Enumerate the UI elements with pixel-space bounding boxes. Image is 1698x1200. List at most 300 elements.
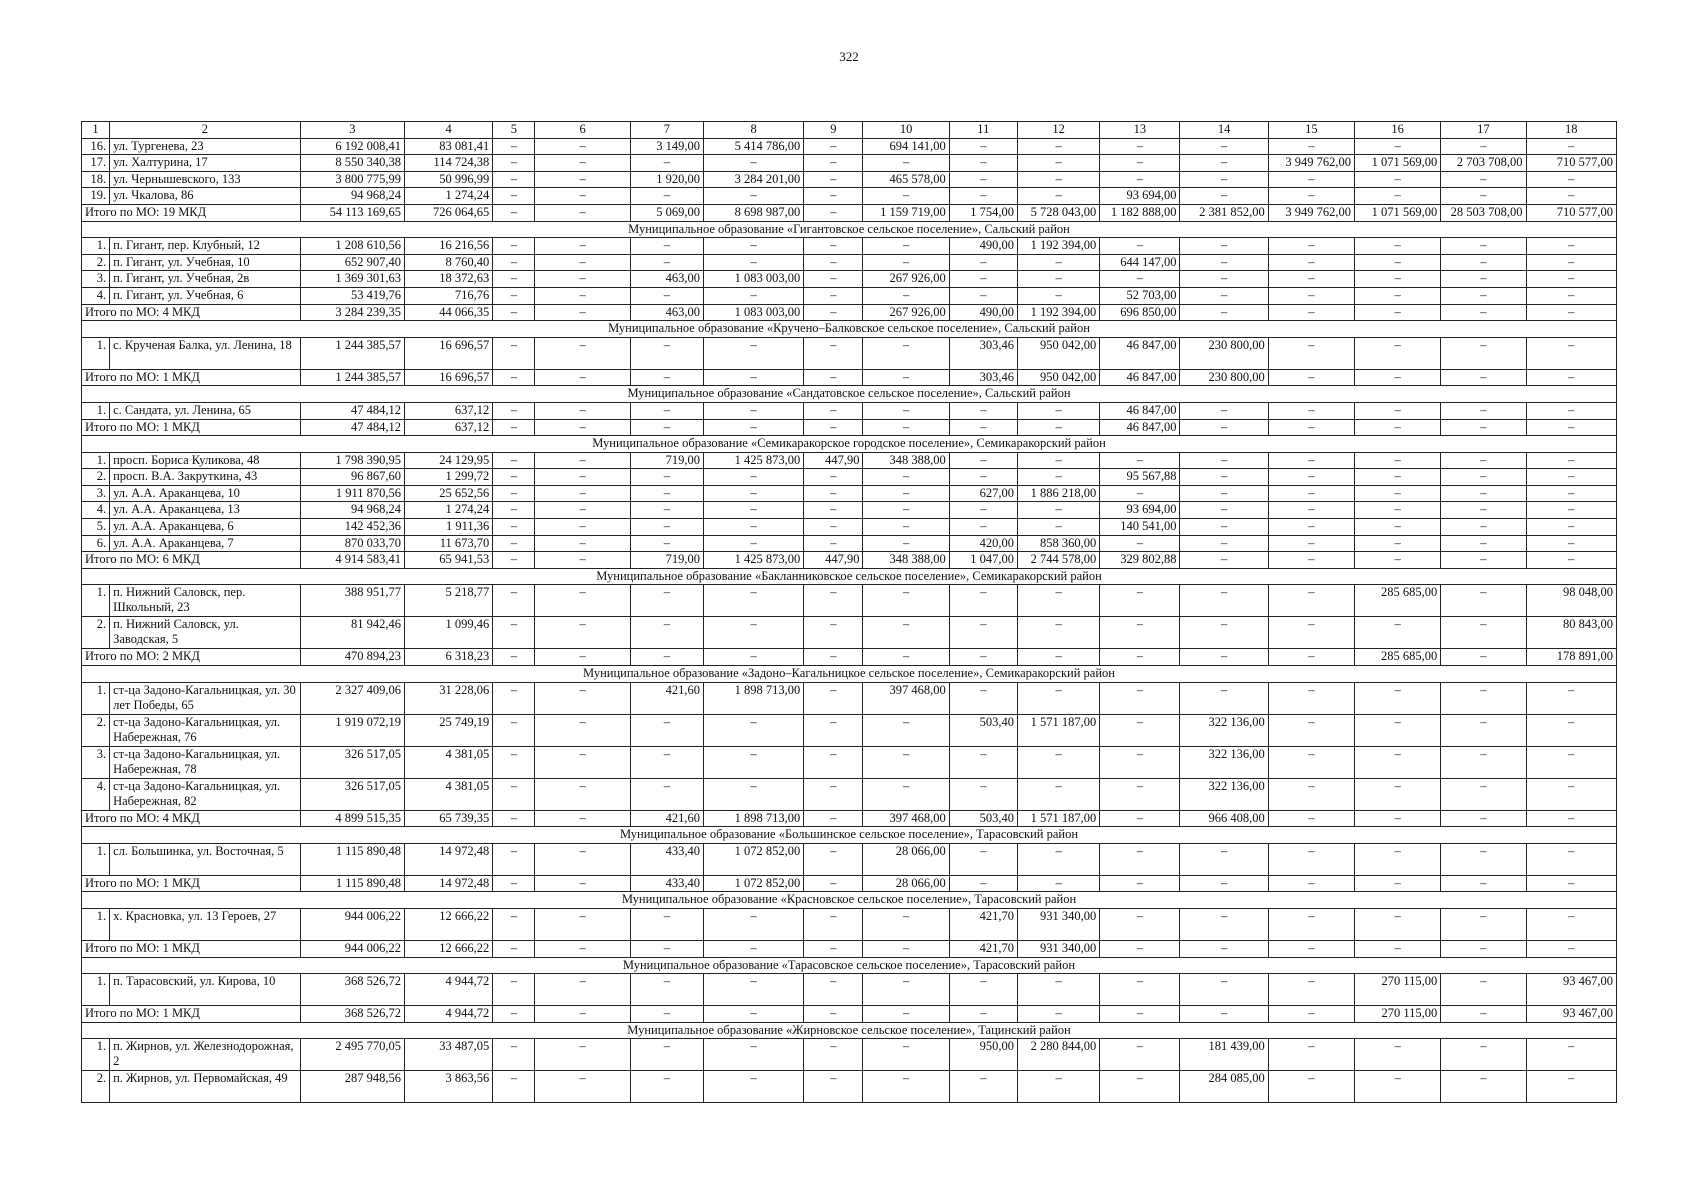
value-cell: – xyxy=(1268,254,1354,271)
value-cell: – xyxy=(1268,171,1354,188)
value-cell: 1 886 218,00 xyxy=(1017,485,1099,502)
total-value-cell: 470 894,23 xyxy=(300,649,404,666)
value-cell: – xyxy=(1355,171,1441,188)
value-cell: – xyxy=(1180,254,1268,271)
section-header-row xyxy=(82,957,1617,974)
total-value-cell: – xyxy=(703,649,803,666)
table-row xyxy=(82,585,1617,617)
value-cell: 420,00 xyxy=(949,535,1017,552)
table-row xyxy=(82,238,1617,255)
total-value-cell: – xyxy=(1180,419,1268,436)
value-cell: – xyxy=(493,843,535,875)
value-cell: 1 274,24 xyxy=(405,502,493,519)
value-cell: 950 042,00 xyxy=(1017,337,1099,369)
value-cell: – xyxy=(703,617,803,649)
row-number: 1. xyxy=(82,402,110,419)
value-cell: – xyxy=(1268,337,1354,369)
column-number-header: 15 xyxy=(1268,122,1354,139)
total-value-cell: – xyxy=(1526,941,1616,958)
value-cell: – xyxy=(1017,155,1099,172)
total-value-cell: – xyxy=(1268,941,1354,958)
table-row xyxy=(82,1071,1617,1103)
total-value-cell: – xyxy=(493,552,535,569)
value-cell: – xyxy=(630,188,703,205)
total-value-cell: 931 340,00 xyxy=(1017,941,1099,958)
total-label: Итого по МО: 1 МКД xyxy=(82,941,301,958)
value-cell: – xyxy=(949,402,1017,419)
total-value-cell: – xyxy=(630,649,703,666)
total-value-cell: – xyxy=(493,1006,535,1023)
address-cell: ул. Чернышевского, 133 xyxy=(110,171,301,188)
row-number: 3. xyxy=(82,746,110,778)
value-cell: – xyxy=(535,337,630,369)
value-cell: – xyxy=(1526,1039,1616,1071)
total-value-cell: 1 083 003,00 xyxy=(703,304,803,321)
value-cell: – xyxy=(1355,485,1441,502)
column-number-header: 12 xyxy=(1017,122,1099,139)
address-cell: п. Гигант, ул. Учебная, 6 xyxy=(110,287,301,304)
value-cell: – xyxy=(535,778,630,810)
value-cell: – xyxy=(1526,402,1616,419)
value-cell: – xyxy=(1355,238,1441,255)
value-cell: 12 666,22 xyxy=(405,909,493,941)
total-value-cell: 8 698 987,00 xyxy=(703,204,803,221)
total-row xyxy=(82,304,1617,321)
value-cell: 81 942,46 xyxy=(300,617,404,649)
value-cell: 1 798 390,95 xyxy=(300,452,404,469)
value-cell: – xyxy=(1441,271,1526,288)
value-cell: – xyxy=(1017,585,1099,617)
value-cell: – xyxy=(949,682,1017,714)
value-cell: 285 685,00 xyxy=(1355,585,1441,617)
table-row xyxy=(82,617,1617,649)
header-row xyxy=(82,122,1617,139)
total-value-cell: 2 381 852,00 xyxy=(1180,204,1268,221)
row-number: 6. xyxy=(82,535,110,552)
total-value-cell: – xyxy=(535,204,630,221)
value-cell: – xyxy=(863,469,949,486)
value-cell: – xyxy=(949,843,1017,875)
total-value-cell: – xyxy=(863,419,949,436)
value-cell: – xyxy=(493,238,535,255)
value-cell: – xyxy=(804,974,863,1006)
value-cell: 1 920,00 xyxy=(630,171,703,188)
value-cell: – xyxy=(863,254,949,271)
value-cell: 93 694,00 xyxy=(1100,188,1180,205)
value-cell: – xyxy=(863,909,949,941)
total-value-cell: 726 064,65 xyxy=(405,204,493,221)
total-value-cell: – xyxy=(1355,419,1441,436)
value-cell: – xyxy=(1355,843,1441,875)
value-cell: 719,00 xyxy=(630,452,703,469)
value-cell: – xyxy=(804,746,863,778)
value-cell: 931 340,00 xyxy=(1017,909,1099,941)
total-value-cell: – xyxy=(1355,369,1441,386)
value-cell: – xyxy=(1526,909,1616,941)
total-label: Итого по МО: 4 МКД xyxy=(82,810,301,827)
total-value-cell: – xyxy=(1268,369,1354,386)
total-value-cell: – xyxy=(804,369,863,386)
value-cell: – xyxy=(703,1071,803,1103)
value-cell: – xyxy=(1100,909,1180,941)
municipality-title: Муниципальное образование «Бакланниковское сельское поселение», Семикаракорский район xyxy=(82,568,1617,585)
value-cell: – xyxy=(1100,1071,1180,1103)
value-cell: – xyxy=(1268,287,1354,304)
section-header-row xyxy=(82,892,1617,909)
total-value-cell: 46 847,00 xyxy=(1100,369,1180,386)
value-cell: – xyxy=(1100,746,1180,778)
value-cell: – xyxy=(1441,746,1526,778)
value-cell: – xyxy=(804,171,863,188)
value-cell: – xyxy=(1268,1039,1354,1071)
total-value-cell: 490,00 xyxy=(949,304,1017,321)
total-value-cell: 503,40 xyxy=(949,810,1017,827)
value-cell: 5 414 786,00 xyxy=(703,138,803,155)
total-value-cell: 65 739,35 xyxy=(405,810,493,827)
total-value-cell: – xyxy=(535,419,630,436)
value-cell: – xyxy=(863,535,949,552)
value-cell: – xyxy=(630,617,703,649)
value-cell: – xyxy=(535,452,630,469)
address-cell: п. Тарасовский, ул. Кирова, 10 xyxy=(110,974,301,1006)
total-value-cell: – xyxy=(1441,419,1526,436)
value-cell: – xyxy=(535,682,630,714)
total-value-cell: – xyxy=(535,1006,630,1023)
value-cell: 465 578,00 xyxy=(863,171,949,188)
value-cell: – xyxy=(1017,171,1099,188)
value-cell: – xyxy=(1100,171,1180,188)
total-value-cell: 421,60 xyxy=(630,810,703,827)
value-cell: 303,46 xyxy=(949,337,1017,369)
value-cell: – xyxy=(1180,535,1268,552)
table-row xyxy=(82,287,1617,304)
value-cell: 1 425 873,00 xyxy=(703,452,803,469)
total-value-cell: 44 066,35 xyxy=(405,304,493,321)
value-cell: – xyxy=(1017,188,1099,205)
value-cell: 270 115,00 xyxy=(1355,974,1441,1006)
value-cell: 950,00 xyxy=(949,1039,1017,1071)
total-value-cell: – xyxy=(1180,552,1268,569)
value-cell: – xyxy=(1100,617,1180,649)
total-value-cell: – xyxy=(703,941,803,958)
value-cell: – xyxy=(1180,402,1268,419)
value-cell: – xyxy=(1441,1071,1526,1103)
value-cell: – xyxy=(630,778,703,810)
value-cell: – xyxy=(949,617,1017,649)
value-cell: – xyxy=(1017,682,1099,714)
row-number: 1. xyxy=(82,974,110,1006)
table-row xyxy=(82,974,1617,1006)
value-cell: – xyxy=(1100,452,1180,469)
total-value-cell: – xyxy=(1017,419,1099,436)
total-value-cell: 14 972,48 xyxy=(405,875,493,892)
value-cell: 114 724,38 xyxy=(405,155,493,172)
value-cell: – xyxy=(630,535,703,552)
total-value-cell: 93 467,00 xyxy=(1526,1006,1616,1023)
row-number: 3. xyxy=(82,271,110,288)
total-value-cell: 303,46 xyxy=(949,369,1017,386)
value-cell: – xyxy=(535,188,630,205)
value-cell: – xyxy=(804,682,863,714)
value-cell: – xyxy=(535,585,630,617)
value-cell: – xyxy=(949,138,1017,155)
row-number: 2. xyxy=(82,1071,110,1103)
value-cell: – xyxy=(1526,746,1616,778)
total-value-cell: 1 425 873,00 xyxy=(703,552,803,569)
value-cell: 322 136,00 xyxy=(1180,714,1268,746)
value-cell: – xyxy=(535,155,630,172)
total-value-cell: 950 042,00 xyxy=(1017,369,1099,386)
total-value-cell: – xyxy=(949,1006,1017,1023)
value-cell: 93 694,00 xyxy=(1100,502,1180,519)
value-cell: – xyxy=(493,1039,535,1071)
total-value-cell: 348 388,00 xyxy=(863,552,949,569)
value-cell: – xyxy=(804,843,863,875)
total-value-cell: – xyxy=(804,941,863,958)
value-cell: – xyxy=(949,519,1017,536)
value-cell: – xyxy=(863,337,949,369)
value-cell: – xyxy=(949,287,1017,304)
value-cell: 47 484,12 xyxy=(300,402,404,419)
value-cell: 1 083 003,00 xyxy=(703,271,803,288)
value-cell: – xyxy=(703,909,803,941)
page-number: 322 xyxy=(839,49,859,64)
value-cell: – xyxy=(493,519,535,536)
value-cell: – xyxy=(630,155,703,172)
value-cell: – xyxy=(1180,909,1268,941)
value-cell: – xyxy=(949,271,1017,288)
value-cell: – xyxy=(1100,974,1180,1006)
value-cell: – xyxy=(1441,287,1526,304)
total-value-cell: – xyxy=(1526,369,1616,386)
value-cell: 25 652,56 xyxy=(405,485,493,502)
total-value-cell: 12 666,22 xyxy=(405,941,493,958)
total-value-cell: 421,70 xyxy=(949,941,1017,958)
value-cell: – xyxy=(703,254,803,271)
value-cell: 53 419,76 xyxy=(300,287,404,304)
row-number: 4. xyxy=(82,287,110,304)
total-value-cell: 47 484,12 xyxy=(300,419,404,436)
total-label: Итого по МО: 1 МКД xyxy=(82,369,301,386)
municipality-title: Муниципальное образование «Красновское сельское поселение», Тарасовский район xyxy=(82,892,1617,909)
value-cell: – xyxy=(1017,617,1099,649)
total-value-cell: – xyxy=(1100,875,1180,892)
value-cell: – xyxy=(1441,502,1526,519)
total-value-cell: – xyxy=(1268,1006,1354,1023)
value-cell: – xyxy=(1526,254,1616,271)
value-cell: – xyxy=(493,682,535,714)
value-cell: – xyxy=(1441,138,1526,155)
value-cell: – xyxy=(1355,254,1441,271)
section-header-row xyxy=(82,666,1617,683)
row-number: 4. xyxy=(82,778,110,810)
value-cell: 95 567,88 xyxy=(1100,469,1180,486)
total-label: Итого по МО: 4 МКД xyxy=(82,304,301,321)
total-value-cell: – xyxy=(493,204,535,221)
total-value-cell: – xyxy=(535,810,630,827)
value-cell: – xyxy=(493,402,535,419)
section-header-row xyxy=(82,827,1617,844)
total-value-cell: 5 728 043,00 xyxy=(1017,204,1099,221)
value-cell: – xyxy=(804,1039,863,1071)
total-value-cell: 1 192 394,00 xyxy=(1017,304,1099,321)
total-value-cell: – xyxy=(1268,810,1354,827)
total-value-cell: – xyxy=(1268,552,1354,569)
total-value-cell: 710 577,00 xyxy=(1526,204,1616,221)
value-cell: 322 136,00 xyxy=(1180,778,1268,810)
total-value-cell: 1 047,00 xyxy=(949,552,1017,569)
value-cell: – xyxy=(535,746,630,778)
value-cell: 503,40 xyxy=(949,714,1017,746)
value-cell: – xyxy=(703,485,803,502)
value-cell: – xyxy=(949,469,1017,486)
total-value-cell: 2 744 578,00 xyxy=(1017,552,1099,569)
total-value-cell: 1 898 713,00 xyxy=(703,810,803,827)
value-cell: – xyxy=(493,1071,535,1103)
value-cell: – xyxy=(493,155,535,172)
value-cell: – xyxy=(1180,271,1268,288)
value-cell: – xyxy=(1268,909,1354,941)
value-cell: – xyxy=(804,138,863,155)
table-row xyxy=(82,485,1617,502)
total-value-cell: 54 113 169,65 xyxy=(300,204,404,221)
total-row xyxy=(82,419,1617,436)
value-cell: 1 911 870,56 xyxy=(300,485,404,502)
value-cell: – xyxy=(1526,287,1616,304)
value-cell: – xyxy=(493,188,535,205)
value-cell: – xyxy=(1441,519,1526,536)
value-cell: – xyxy=(804,188,863,205)
value-cell: 16 696,57 xyxy=(405,337,493,369)
value-cell: 18 372,63 xyxy=(405,271,493,288)
value-cell: 94 968,24 xyxy=(300,502,404,519)
total-value-cell: 1 754,00 xyxy=(949,204,1017,221)
total-value-cell: – xyxy=(1355,552,1441,569)
column-number-header: 4 xyxy=(405,122,493,139)
total-value-cell: 16 696,57 xyxy=(405,369,493,386)
column-number-header: 8 xyxy=(703,122,803,139)
value-cell: – xyxy=(1441,254,1526,271)
register-table xyxy=(81,121,1617,1103)
address-cell: сл. Большинка, ул. Восточная, 5 xyxy=(110,843,301,875)
total-value-cell: 329 802,88 xyxy=(1100,552,1180,569)
total-value-cell: – xyxy=(1180,875,1268,892)
value-cell: – xyxy=(1180,843,1268,875)
section-header-row xyxy=(82,386,1617,403)
value-cell: – xyxy=(1017,287,1099,304)
value-cell: – xyxy=(949,171,1017,188)
total-value-cell: 270 115,00 xyxy=(1355,1006,1441,1023)
section-header-row xyxy=(82,1022,1617,1039)
value-cell: – xyxy=(630,1071,703,1103)
value-cell: 447,90 xyxy=(804,452,863,469)
value-cell: – xyxy=(1355,519,1441,536)
value-cell: – xyxy=(863,778,949,810)
value-cell: – xyxy=(493,287,535,304)
total-value-cell: – xyxy=(1100,1006,1180,1023)
value-cell: 2 495 770,05 xyxy=(300,1039,404,1071)
total-value-cell: – xyxy=(535,875,630,892)
total-value-cell: – xyxy=(1017,649,1099,666)
row-number: 2. xyxy=(82,469,110,486)
total-value-cell: 368 526,72 xyxy=(300,1006,404,1023)
table-row xyxy=(82,746,1617,778)
column-number-header: 1 xyxy=(82,122,110,139)
table-row xyxy=(82,519,1617,536)
value-cell: – xyxy=(804,485,863,502)
total-value-cell: 46 847,00 xyxy=(1100,419,1180,436)
total-value-cell: – xyxy=(535,369,630,386)
value-cell: – xyxy=(863,485,949,502)
total-row xyxy=(82,204,1617,221)
value-cell: 98 048,00 xyxy=(1526,585,1616,617)
total-value-cell: – xyxy=(1268,419,1354,436)
total-value-cell: – xyxy=(493,649,535,666)
total-value-cell: 696 850,00 xyxy=(1100,304,1180,321)
value-cell: – xyxy=(535,502,630,519)
value-cell: – xyxy=(1268,485,1354,502)
row-number: 1. xyxy=(82,843,110,875)
total-value-cell: – xyxy=(630,419,703,436)
value-cell: – xyxy=(1355,271,1441,288)
value-cell: – xyxy=(1268,188,1354,205)
value-cell: 1 099,46 xyxy=(405,617,493,649)
value-cell: – xyxy=(630,1039,703,1071)
value-cell: 3 863,56 xyxy=(405,1071,493,1103)
value-cell: 3 149,00 xyxy=(630,138,703,155)
value-cell: – xyxy=(535,519,630,536)
value-cell: – xyxy=(493,535,535,552)
value-cell: – xyxy=(535,714,630,746)
total-value-cell: 463,00 xyxy=(630,304,703,321)
total-value-cell: – xyxy=(1441,369,1526,386)
total-value-cell: – xyxy=(863,369,949,386)
column-number-header: 5 xyxy=(493,122,535,139)
value-cell: – xyxy=(1268,714,1354,746)
address-cell: п. Жирнов, ул. Первомайская, 49 xyxy=(110,1071,301,1103)
value-cell: – xyxy=(1017,502,1099,519)
value-cell: – xyxy=(1441,617,1526,649)
total-value-cell: 719,00 xyxy=(630,552,703,569)
value-cell: – xyxy=(1017,452,1099,469)
value-cell: – xyxy=(535,469,630,486)
value-cell: – xyxy=(949,155,1017,172)
value-cell: 6 192 008,41 xyxy=(300,138,404,155)
value-cell: – xyxy=(1017,402,1099,419)
total-value-cell: – xyxy=(535,649,630,666)
value-cell: 710 577,00 xyxy=(1526,155,1616,172)
value-cell: – xyxy=(1355,617,1441,649)
value-cell: – xyxy=(630,469,703,486)
value-cell: – xyxy=(630,502,703,519)
value-cell: – xyxy=(1355,452,1441,469)
value-cell: – xyxy=(1017,271,1099,288)
total-value-cell: 28 066,00 xyxy=(863,875,949,892)
value-cell: 230 800,00 xyxy=(1180,337,1268,369)
value-cell: – xyxy=(493,171,535,188)
value-cell: – xyxy=(1017,974,1099,1006)
total-value-cell: – xyxy=(949,875,1017,892)
total-value-cell: 433,40 xyxy=(630,875,703,892)
value-cell: – xyxy=(863,287,949,304)
value-cell: – xyxy=(1526,502,1616,519)
total-value-cell: – xyxy=(804,875,863,892)
value-cell: 5 218,77 xyxy=(405,585,493,617)
total-value-cell: 1 159 719,00 xyxy=(863,204,949,221)
table-row xyxy=(82,171,1617,188)
address-cell: ст-ца Задоно-Кагальницкая, ул. Набережная, 76 xyxy=(110,714,301,746)
total-row xyxy=(82,552,1617,569)
